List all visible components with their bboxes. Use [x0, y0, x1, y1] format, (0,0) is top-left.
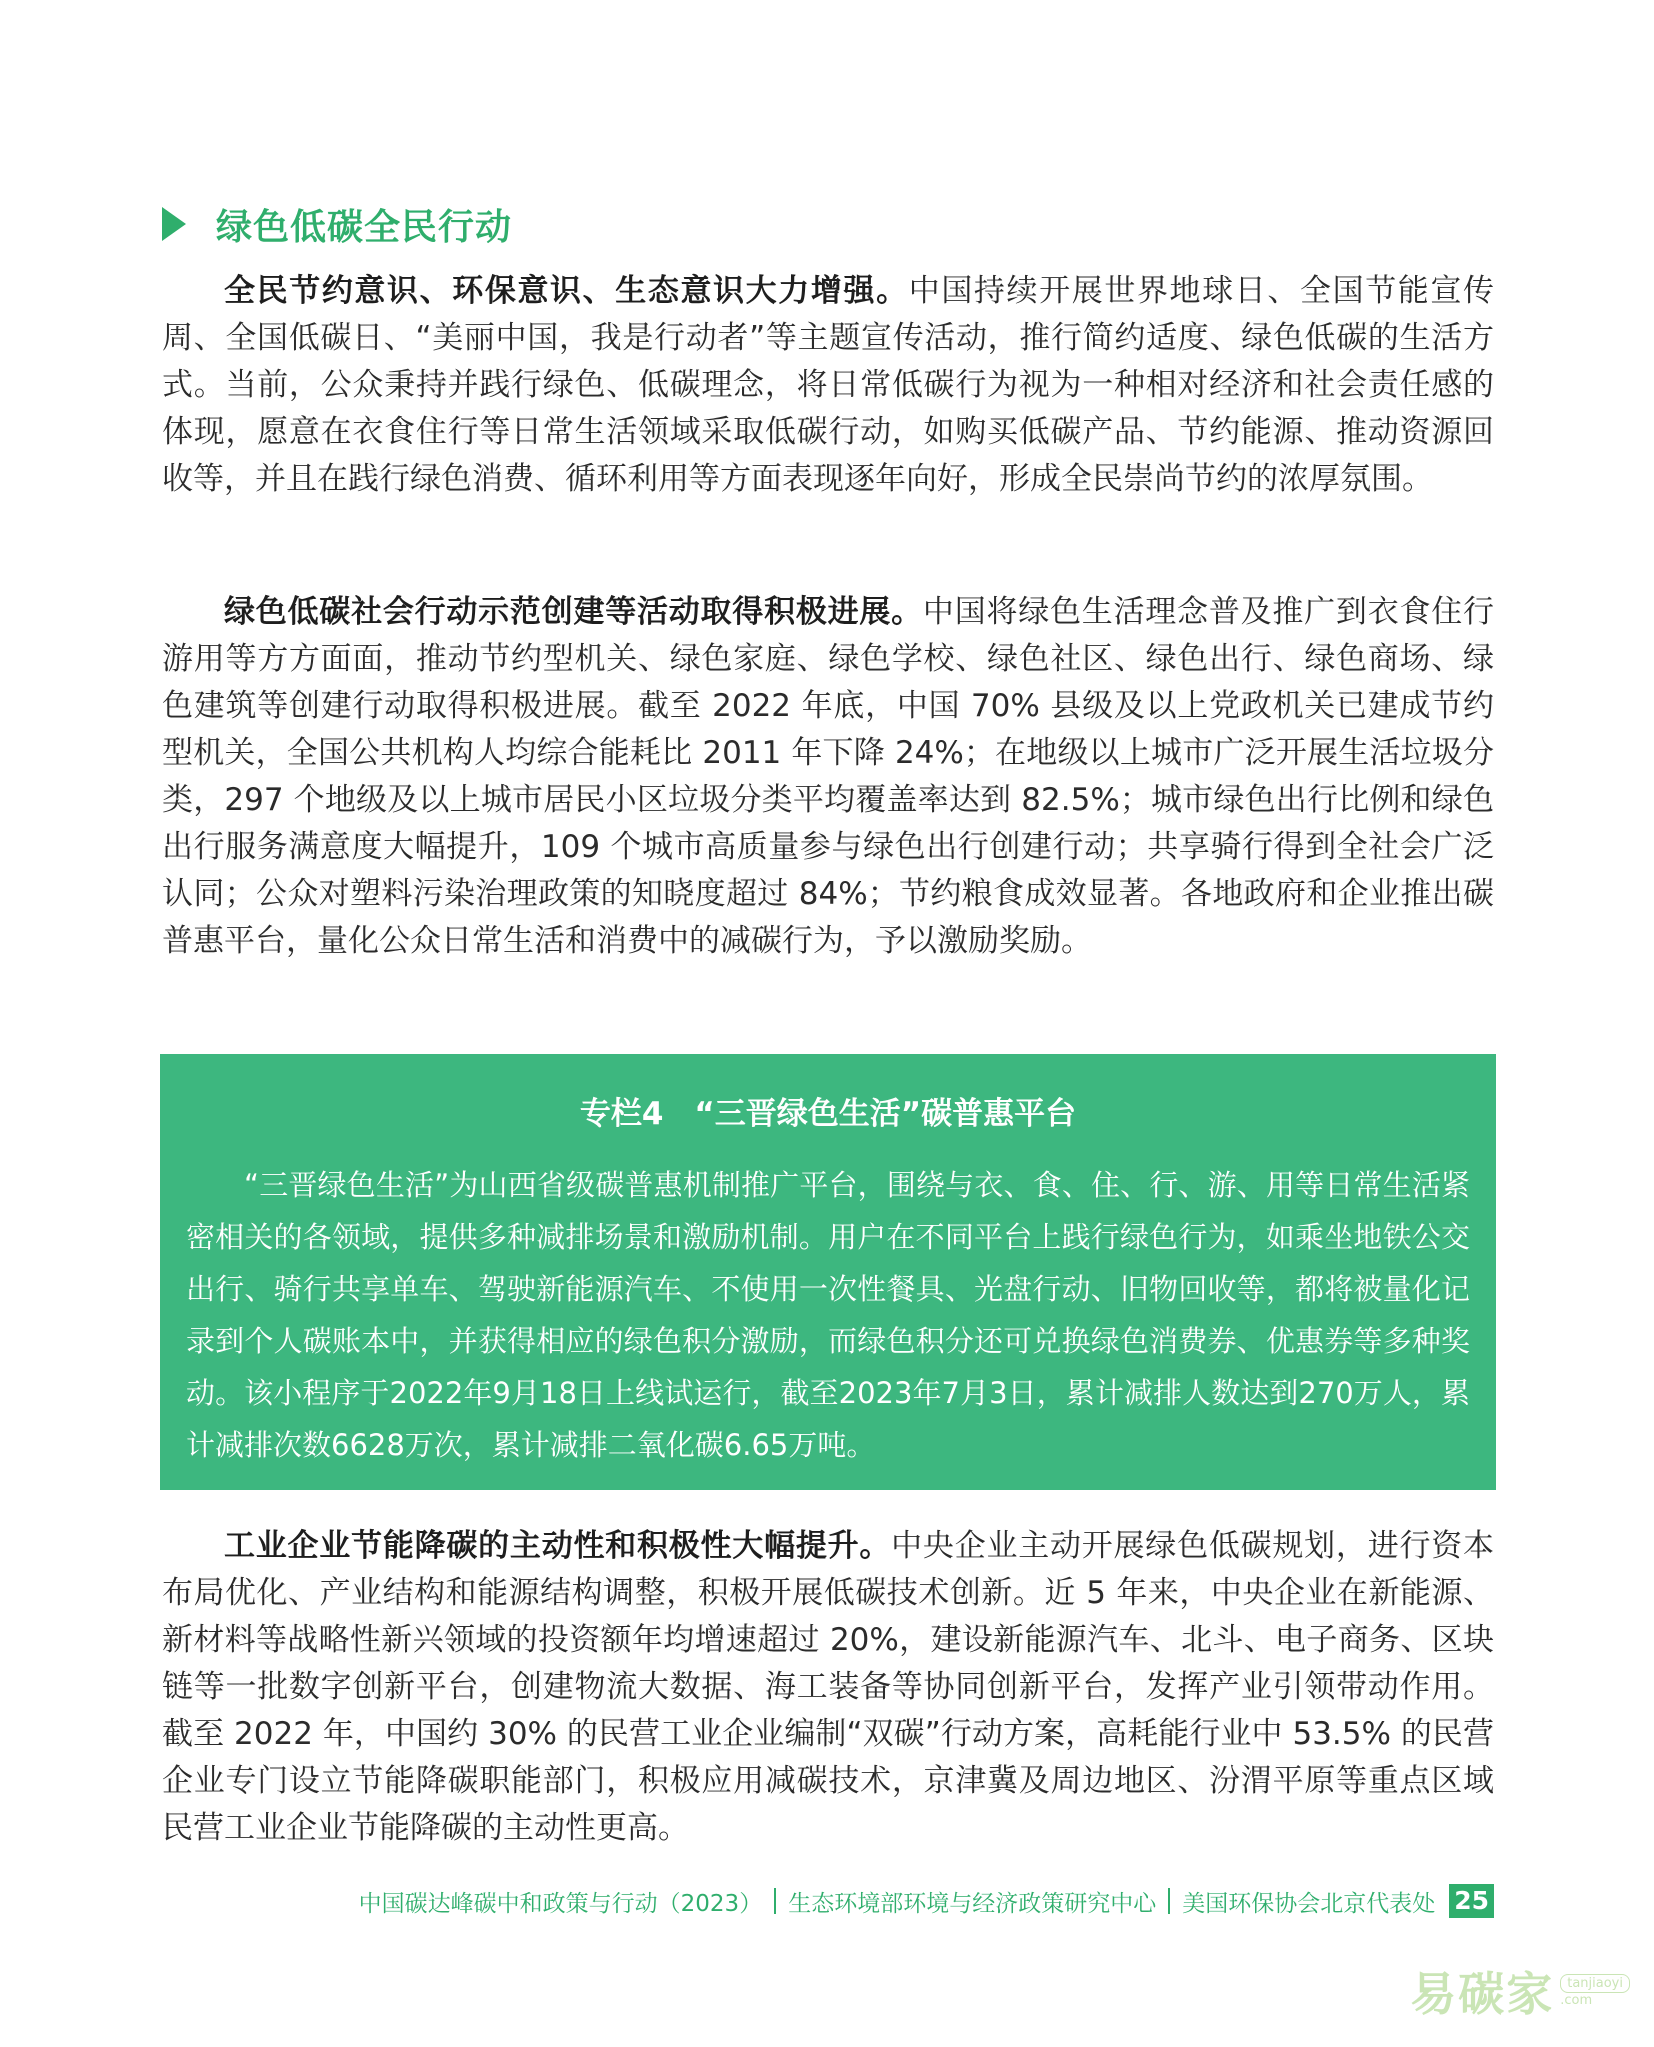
watermark-text: 易碳家: [1410, 1967, 1555, 2021]
case-study-title: 专栏4 “三晋绿色生活”碳普惠平台: [579, 1096, 1077, 1132]
paragraph-industrial-enterprises: [162, 1523, 1494, 1852]
paragraph-text: 中国将绿色生活理念普及推广到衣食住行游用等方方面面，推动节约型机关、绿色家庭、绿色学校、绿色社区、绿色出行、绿色商场、绿色建筑等创建行动取得积极进展。截至 2022 年底，中国 70% 县级及以上党政机关已建成节约型机关，全国公共机构人均综合能耗比 2011 年下降 24%；在地级以上城市广泛开展生活垃圾分类，297 个地级及以上城市居民小区垃圾分类平均覆盖率达到 82.5%；城市绿色出行比例和绿色出行服务满意度大幅提升，109 个城市高质量参与绿色出行创建行动；共享骑行得到全社会广泛认同；公众对塑料污染治理政策的知晓度超过 84%；节约粮食成效显著。各地政府和企业推出碳普惠平台，量化公众日常生活和消费中的减碳行为，予以激励奖励。: [162, 594, 1494, 959]
paragraph-lead: 工业企业节能降碳的主动性和积极性大幅提升。: [224, 1528, 892, 1564]
page-number: 25: [1449, 1884, 1494, 1918]
footer-divider: [774, 1888, 776, 1914]
paragraph-public-awareness: [162, 268, 1494, 503]
triangle-arrow-icon: [162, 207, 186, 241]
footer-org-2: 美国环保协会北京代表处: [1182, 1890, 1436, 1917]
watermark-domain-name: tanjiaoyi: [1560, 1974, 1630, 1993]
case-study-box: [160, 1054, 1496, 1490]
footer-publication: 中国碳达峰碳中和政策与行动（2023）: [358, 1890, 763, 1917]
section-title: 绿色低碳全民行动: [216, 206, 513, 248]
paragraph-lead: 绿色低碳社会行动示范创建等活动取得积极进展。: [224, 594, 923, 630]
paragraph-text: 中央企业主动开展绿色低碳规划，进行资本布局优化、产业结构和能源结构调整，积极开展低碳技术创新。近 5 年来，中央企业在新能源、新材料等战略性新兴领域的投资额年均增速超过 20%，建设新能源汽车、北斗、电子商务、区块链等一批数字创新平台，创建物流大数据、海工装备等协同创新平台，发挥产业引领带动作用。截至 2022 年，中国约 30% 的民营工业企业编制“双碳”行动方案，高耗能行业中 53.5% 的民营企业专门设立节能降碳职能部门，积极应用减碳技术，京津冀及周边地区、汾渭平原等重点区域民营工业企业节能降碳的主动性更高。: [162, 1528, 1495, 1846]
page-footer: [359, 1882, 1494, 1920]
footer-divider: [1168, 1888, 1170, 1914]
paragraph-lead: 全民节约意识、环保意识、生态意识大力增强。: [224, 273, 909, 309]
paragraph-text: 中国持续开展世界地球日、全国节能宣传周、全国低碳日、“美丽中国，我是行动者”等主题宣传活动，推行简约适度、绿色低碳的生活方式。当前，公众秉持并践行绿色、低碳理念，将日常低碳行为视为一种相对经济和社会责任感的体现，愿意在衣食住行等日常生活领域采取低碳行动，如购买低碳产品、节约能源、推动资源回收等，并且在践行绿色消费、循环利用等方面表现逐年向好，形成全民崇尚节约的浓厚氛围。: [162, 273, 1495, 497]
watermark-logo: [1410, 1956, 1630, 2026]
footer-org-1: 生态环境部环境与经济政策研究中心: [788, 1890, 1157, 1917]
watermark-tld: .com: [1560, 1993, 1593, 2008]
watermark-domain: [1560, 1974, 1630, 2008]
section-heading: [162, 196, 512, 252]
case-study-text: “三晋绿色生活”为山西省级碳普惠机制推广平台，围绕与衣、食、住、行、游、用等日常生活紧密相关的各领域，提供多种减排场景和激励机制。用户在不同平台上践行绿色行为，如乘坐地铁公交出行、骑行共享单车、驾驶新能源汽车、不使用一次性餐具、光盘行动、旧物回收等，都将被量化记录到个人碳账本中，并获得相应的绿色积分激励，而绿色积分还可兑换绿色消费券、优惠券等多种奖动。该小程序于2022年9月18日上线试运行，截至2023年7月3日，累计减排人数达到270万人，累计减排次数6628万次，累计减排二氧化碳6.65万吨。: [186, 1168, 1470, 1462]
paragraph-green-society: [162, 589, 1494, 965]
